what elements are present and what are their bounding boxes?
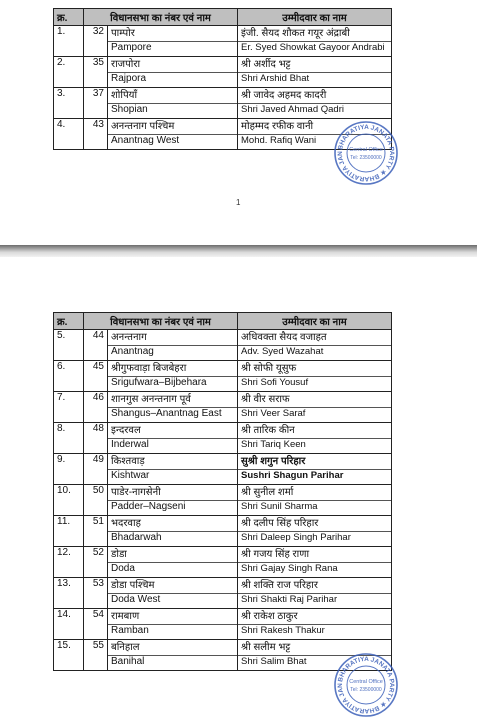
row-serial: 9. bbox=[54, 454, 84, 485]
candidate-name-english: Shri Rakesh Thakur bbox=[241, 625, 325, 636]
candidate-name-english: Er. Syed Showkat Gayoor Andrabi bbox=[241, 42, 385, 53]
constituency-number: 50 bbox=[84, 485, 108, 516]
candidate-name-hindi: श्री अर्शीद भट्ट bbox=[241, 59, 291, 70]
table-row bbox=[54, 361, 392, 392]
constituency-name bbox=[108, 547, 238, 578]
document-page-2 bbox=[0, 257, 477, 727]
document-page-1 bbox=[0, 0, 477, 245]
constituency-name-hindi: राजपोरा bbox=[111, 59, 141, 70]
candidate-name bbox=[238, 485, 392, 516]
constituency-number: 51 bbox=[84, 516, 108, 547]
constituency-name-hindi: इन्दरवल bbox=[111, 425, 141, 436]
row-serial: 1. bbox=[54, 26, 84, 57]
candidate-name-hindi: श्री राकेश ठाकुर bbox=[241, 611, 298, 622]
constituency-name-english: Doda West bbox=[111, 594, 161, 605]
constituency-name-english: Banihal bbox=[111, 656, 145, 667]
candidate-name-hindi: अधिवक्ता सैयद वजाहत bbox=[241, 332, 327, 343]
table-row bbox=[54, 578, 392, 609]
row-serial: 15. bbox=[54, 640, 84, 671]
table-row bbox=[54, 547, 392, 578]
table-row bbox=[54, 485, 392, 516]
page-separator bbox=[0, 245, 477, 257]
row-serial: 5. bbox=[54, 330, 84, 361]
constituency-number: 48 bbox=[84, 423, 108, 454]
candidate-name bbox=[238, 57, 392, 88]
constituency-number: 55 bbox=[84, 640, 108, 671]
constituency-number: 44 bbox=[84, 330, 108, 361]
seal-icon bbox=[333, 652, 399, 718]
candidate-name bbox=[238, 547, 392, 578]
candidate-name-english: Shri Salim Bhat bbox=[241, 656, 307, 667]
candidate-name bbox=[238, 454, 392, 485]
table-row bbox=[54, 609, 392, 640]
candidate-name-hindi: श्री गजय सिंह राणा bbox=[241, 549, 310, 560]
svg-text:BHARATIYA JANATA PARTY ★ BHARA: BHARATIYA JANATA PARTY ★ BHARATIYA JAN bbox=[336, 123, 396, 183]
constituency-name-hindi: अनन्तनाग bbox=[111, 332, 147, 343]
header-candidate: उम्मीदवार का नाम bbox=[238, 313, 392, 330]
constituency-number: 54 bbox=[84, 609, 108, 640]
constituency-name-english: Doda bbox=[111, 563, 135, 574]
constituency-number: 52 bbox=[84, 547, 108, 578]
candidate-name-hindi: श्री सलीम भट्ट bbox=[241, 642, 291, 653]
constituency-name-english: Pampore bbox=[111, 42, 152, 53]
candidate-name-english: Shri Tariq Keen bbox=[241, 439, 306, 450]
constituency-name-english: Rajpora bbox=[111, 73, 147, 84]
constituency-name-english: Ramban bbox=[111, 625, 149, 636]
constituency-name-hindi: शानगुस अनन्तनाग पूर्व bbox=[111, 394, 191, 405]
constituency-name bbox=[108, 485, 238, 516]
constituency-name-english: Anantnag bbox=[111, 346, 154, 357]
constituency-name bbox=[108, 361, 238, 392]
constituency-name-hindi: श्रीगुफवाड़ा बिजबेहरा bbox=[111, 363, 187, 374]
row-serial: 4. bbox=[54, 119, 84, 150]
candidate-name-english: Shri Sofi Yousuf bbox=[241, 377, 309, 388]
header-sn: क्र. bbox=[54, 9, 84, 26]
constituency-name-hindi: डोडा bbox=[111, 549, 127, 560]
candidate-name-english: Shri Veer Saraf bbox=[241, 408, 306, 419]
header-constituency: विधानसभा का नंबर एवं नाम bbox=[84, 313, 238, 330]
constituency-name-english: Bhadarwah bbox=[111, 532, 162, 543]
row-serial: 14. bbox=[54, 609, 84, 640]
svg-text:Tel: 23500000: Tel: 23500000 bbox=[350, 155, 382, 161]
candidate-name bbox=[238, 423, 392, 454]
candidate-name-english: Shri Daleep Singh Parihar bbox=[241, 532, 351, 543]
constituency-name-english: Srigufwara–Bijbehara bbox=[111, 377, 207, 388]
table-row bbox=[54, 423, 392, 454]
row-serial: 2. bbox=[54, 57, 84, 88]
constituency-number: 32 bbox=[84, 26, 108, 57]
svg-text:Central Office: Central Office bbox=[349, 679, 383, 685]
constituency-name-english: Anantnag West bbox=[111, 135, 180, 146]
constituency-name-hindi: डोडा पश्चिम bbox=[111, 580, 155, 591]
constituency-name-hindi: रामबाण bbox=[111, 611, 140, 622]
constituency-name-english: Shopian bbox=[111, 104, 148, 115]
row-serial: 3. bbox=[54, 88, 84, 119]
table-row bbox=[54, 454, 392, 485]
candidate-name-hindi: श्री जावेद अहमद कादरी bbox=[241, 90, 327, 101]
table-header-row bbox=[54, 9, 392, 26]
candidate-table-2 bbox=[53, 312, 392, 671]
constituency-name bbox=[108, 640, 238, 671]
candidate-name-english: Shri Arshid Bhat bbox=[241, 73, 310, 84]
candidate-name-english: Shri Gajay Singh Rana bbox=[241, 563, 338, 574]
table-row bbox=[54, 26, 392, 57]
table-row bbox=[54, 516, 392, 547]
constituency-number: 35 bbox=[84, 57, 108, 88]
constituency-name bbox=[108, 88, 238, 119]
constituency-name bbox=[108, 57, 238, 88]
candidate-name-english: Mohd. Rafiq Wani bbox=[241, 135, 317, 146]
constituency-name bbox=[108, 423, 238, 454]
constituency-name bbox=[108, 26, 238, 57]
candidate-name bbox=[238, 88, 392, 119]
page-number: 1 bbox=[236, 198, 241, 207]
constituency-name-hindi: शोपियाँ bbox=[111, 90, 138, 101]
constituency-name-english: Inderwal bbox=[111, 439, 149, 450]
row-serial: 12. bbox=[54, 547, 84, 578]
candidate-name-hindi: श्री तारिक कीन bbox=[241, 425, 295, 436]
constituency-name-english: Shangus–Anantnag East bbox=[111, 408, 222, 419]
constituency-number: 53 bbox=[84, 578, 108, 609]
constituency-name-english: Kishtwar bbox=[111, 470, 150, 481]
candidate-name-hindi: श्री सुनील शर्मा bbox=[241, 487, 294, 498]
svg-text:BHARATIYA JANATA PARTY ★ BHARA: BHARATIYA JANATA PARTY ★ BHARATIYA JAN bbox=[336, 655, 396, 715]
candidate-name-english: Sushri Shagun Parihar bbox=[241, 470, 344, 481]
header-candidate: उम्मीदवार का नाम bbox=[238, 9, 392, 26]
constituency-number: 45 bbox=[84, 361, 108, 392]
svg-text:Central Office: Central Office bbox=[349, 147, 383, 153]
constituency-name-hindi: अनन्तनाग पश्चिम bbox=[111, 121, 175, 132]
constituency-name bbox=[108, 392, 238, 423]
candidate-name-hindi: श्री सोफी यूसुफ bbox=[241, 363, 297, 374]
constituency-name-english: Padder–Nagseni bbox=[111, 501, 186, 512]
constituency-name-hindi: किश्तवाड़ bbox=[111, 456, 145, 467]
constituency-number: 49 bbox=[84, 454, 108, 485]
row-serial: 11. bbox=[54, 516, 84, 547]
seal-icon bbox=[333, 120, 399, 186]
constituency-name bbox=[108, 454, 238, 485]
constituency-name bbox=[108, 578, 238, 609]
candidate-name bbox=[238, 361, 392, 392]
candidate-name-english: Adv. Syed Wazahat bbox=[241, 346, 324, 357]
candidate-name-english: Shri Sunil Sharma bbox=[241, 501, 318, 512]
candidate-name-hindi: इंजी. सैयद शौकत गयूर अंद्राबी bbox=[241, 28, 350, 39]
candidate-name-hindi: सुश्री शगुन परिहार bbox=[241, 456, 306, 467]
row-serial: 10. bbox=[54, 485, 84, 516]
header-sn: क्र. bbox=[54, 313, 84, 330]
header-constituency: विधानसभा का नंबर एवं नाम bbox=[84, 9, 238, 26]
constituency-name bbox=[108, 119, 238, 150]
constituency-name bbox=[108, 609, 238, 640]
row-serial: 6. bbox=[54, 361, 84, 392]
candidate-name bbox=[238, 578, 392, 609]
party-seal-stamp bbox=[333, 652, 399, 718]
row-serial: 13. bbox=[54, 578, 84, 609]
table-header-row bbox=[54, 313, 392, 330]
candidate-name-english: Shri Shakti Raj Parihar bbox=[241, 594, 338, 605]
constituency-number: 37 bbox=[84, 88, 108, 119]
constituency-number: 43 bbox=[84, 119, 108, 150]
candidate-name-hindi: श्री शक्ति राज परिहार bbox=[241, 580, 318, 591]
candidate-name bbox=[238, 609, 392, 640]
candidate-name-english: Shri Javed Ahmad Qadri bbox=[241, 104, 344, 115]
party-seal-stamp bbox=[333, 120, 399, 186]
constituency-name-hindi: पाम्पोर bbox=[111, 28, 135, 39]
candidate-name bbox=[238, 392, 392, 423]
candidate-name-hindi: श्री वीर सराफ bbox=[241, 394, 290, 405]
candidate-name-hindi: मोहम्मद रफीक वानी bbox=[241, 121, 314, 132]
svg-text:Tel: 23500000: Tel: 23500000 bbox=[350, 687, 382, 693]
row-serial: 8. bbox=[54, 423, 84, 454]
row-serial: 7. bbox=[54, 392, 84, 423]
candidate-name bbox=[238, 330, 392, 361]
table-row bbox=[54, 88, 392, 119]
table-row bbox=[54, 57, 392, 88]
candidate-name bbox=[238, 516, 392, 547]
table-row bbox=[54, 392, 392, 423]
candidate-name-hindi: श्री दलीप सिंह परिहार bbox=[241, 518, 319, 529]
table-row bbox=[54, 330, 392, 361]
candidate-name bbox=[238, 26, 392, 57]
constituency-name bbox=[108, 516, 238, 547]
constituency-number: 46 bbox=[84, 392, 108, 423]
constituency-name-hindi: भदरवाह bbox=[111, 518, 141, 529]
constituency-name-hindi: बनिहाल bbox=[111, 642, 140, 653]
constituency-name bbox=[108, 330, 238, 361]
constituency-name-hindi: पाडेर-नागसेनी bbox=[111, 487, 161, 498]
